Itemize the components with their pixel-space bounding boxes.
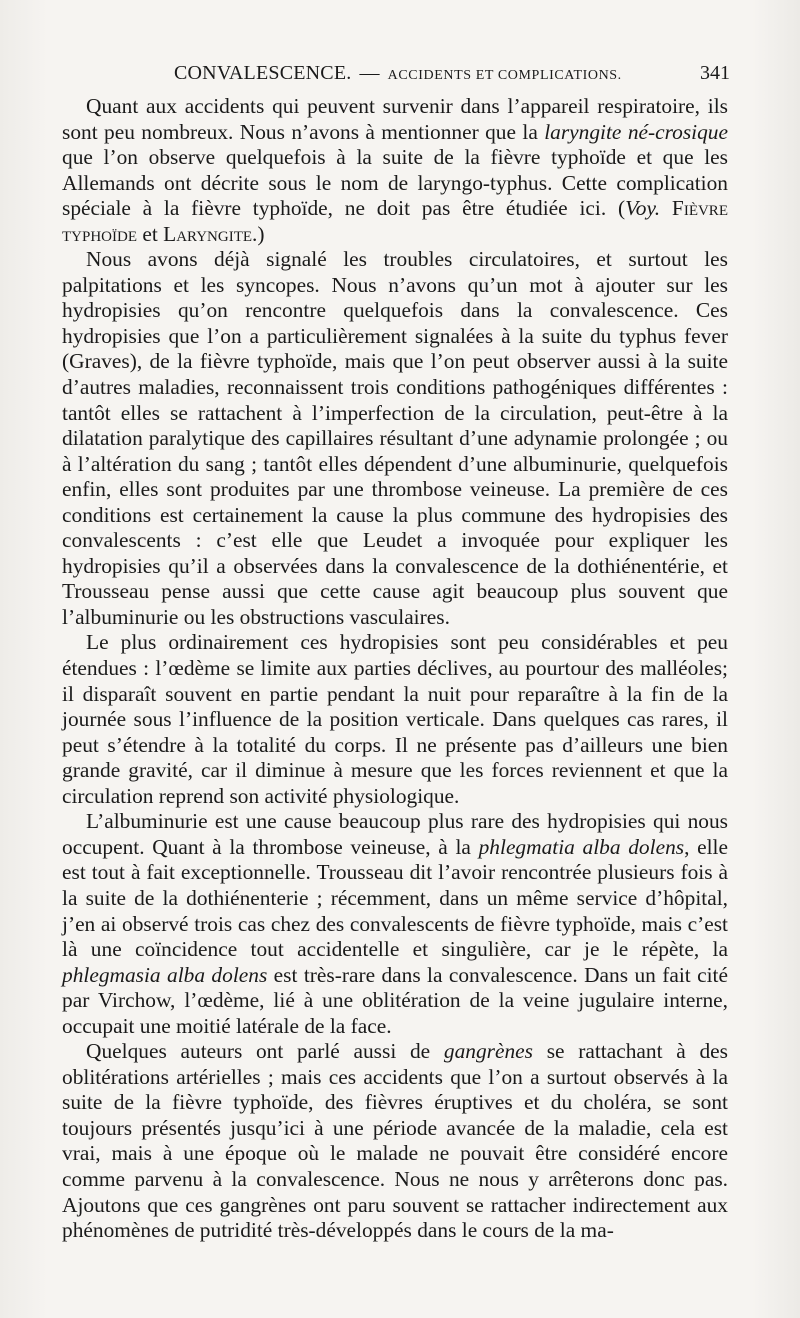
italic-term-phlegmasia: phlegmasia alba dolens [62,962,268,987]
page-number: 341 [700,62,730,84]
text-run: est très-rare dans la convalescence. Dans un fait cité par Virchow, l’œdème, lié à une oblitération de la veine jugulaire interne, occupait une moitié latérale de la face. [62,962,728,1038]
crossref-laryngite: Laryngite [163,221,253,246]
text-run: se rattachant à des oblitérations artérielles ; mais ces accidents que l’on a surtout observés à la suite de la fièvre typhoïde, des fièvres éruptives et du choléra, se sont toujours présentés jusqu’ici à une période avancée de la maladie, cela est vrai, mais à une époque où le malade ne pouvait être considéré encore comme parvenu à la convalescence. Nous ne nous y arrêterons donc pas. Ajoutons que ces gangrènes ont paru souvent se rattacher indirectement aux phénomènes de putridité très-développés dans le cours de la ma- [62,1039,728,1243]
paragraph-hydropisies: Nous avons déjà signalé les troubles circulatoires, et surtout les palpitations et les syncopes. Nous n’avons qu’un mot à ajouter sur les hydropisies qu’on rencontre quelquefois dans la convalescence. Ces hydropisies que l’on a particulièrement signalées à la suite du typhus fever (Graves), de la fièvre typhoïde, mais que l’on peut observer aussi à la suite d’autres maladies, reconnaissent trois conditions pathogéniques différentes : tantôt elles se rattachent à l’imperfection de la circulation, peut-être à la dilatation paralytique des capillaires résultant d’une adynamie prolongée ; ou à l’altération du sang ; tantôt elles dépendent d’une albuminurie, quelquefois enfin, elles sont produites par une thrombose veineuse. La première de ces conditions est certainement la cause la plus commune des hydropisies des convalescents : c’est elle que Leudet a invoquée pour expliquer les hydropisies qu’il a observées dans la convalescence de la dothiénentérie, et Trousseau pense aussi que cette cause agit beaucoup plus souvent que l’albuminurie ou les obstructions vasculaires. [62,247,728,629]
text-run: Quelques auteurs ont parlé aussi de [86,1039,444,1064]
italic-voy: Voy. [625,196,661,221]
italic-term-phlegmatia: phlegmatia alba dolens [478,834,685,859]
paragraph-laryngite [62,94,728,247]
crossref-fievre-typhoide: Fièvre typhoïde [62,196,728,246]
page-body [62,94,728,1244]
running-header [62,62,730,92]
header-dash: — [359,62,380,84]
text-run: , elle est tout à fait exceptionnelle. Trousseau dit l’avoir rencontrée plusieurs fois à la suite de la dothiénenterie ; récemment, dans un même service d’hôpital, j’en ai observé trois cas chez des convalescents de fièvre typhoïde, mais c’est là une coïncidence tout accidentelle et singulière, car je le répète, la [62,834,728,962]
paragraph-gangrenes [62,1039,728,1243]
paragraph-albuminurie [62,809,728,1039]
text-run: Quant aux accidents qui peuvent survenir dans l’appareil respiratoire, ils sont peu nombreux. Nous n’avons à mentionner que la [62,94,728,144]
paragraph-oedeme: Le plus ordinairement ces hydropisies sont peu considérables et peu étendues : l’œdème se limite aux parties déclives, au pourtour des malléoles; il disparaît souvent en partie pendant la nuit pour reparaître à la fin de la journée sous l’influence de la position verticale. Dans quelques cas rares, il peut s’étendre à la totalité du corps. Il ne présente pas d’ailleurs une bien grande gravité, car il diminue à mesure que les forces reviennent et que la circulation reprend son activité physiologique. [62,630,728,808]
text-run: que l’on observe quelquefois à la suite de la fièvre typhoïde et que les Allemands ont décrite sous le nom de laryngo-typhus. Cette complication spéciale à la fièvre typhoïde, ne doit pas être étudiée ici. ( [62,145,728,221]
text-run: L’albuminurie est une cause beaucoup plus rare des hydropisies qui nous occupent. Quant à la thrombose veineuse, à la [62,809,728,859]
text-run: .) [252,221,265,246]
text-run: et [137,221,164,246]
header-subtitle: ACCIDENTS ET COMPLICATIONS. [387,68,622,83]
italic-term-gangrenes: gangrènes [443,1039,533,1064]
running-title [174,62,622,85]
italic-term-laryngite: laryngite né-crosique [544,119,728,144]
header-title: CONVALESCENCE. [174,62,352,84]
